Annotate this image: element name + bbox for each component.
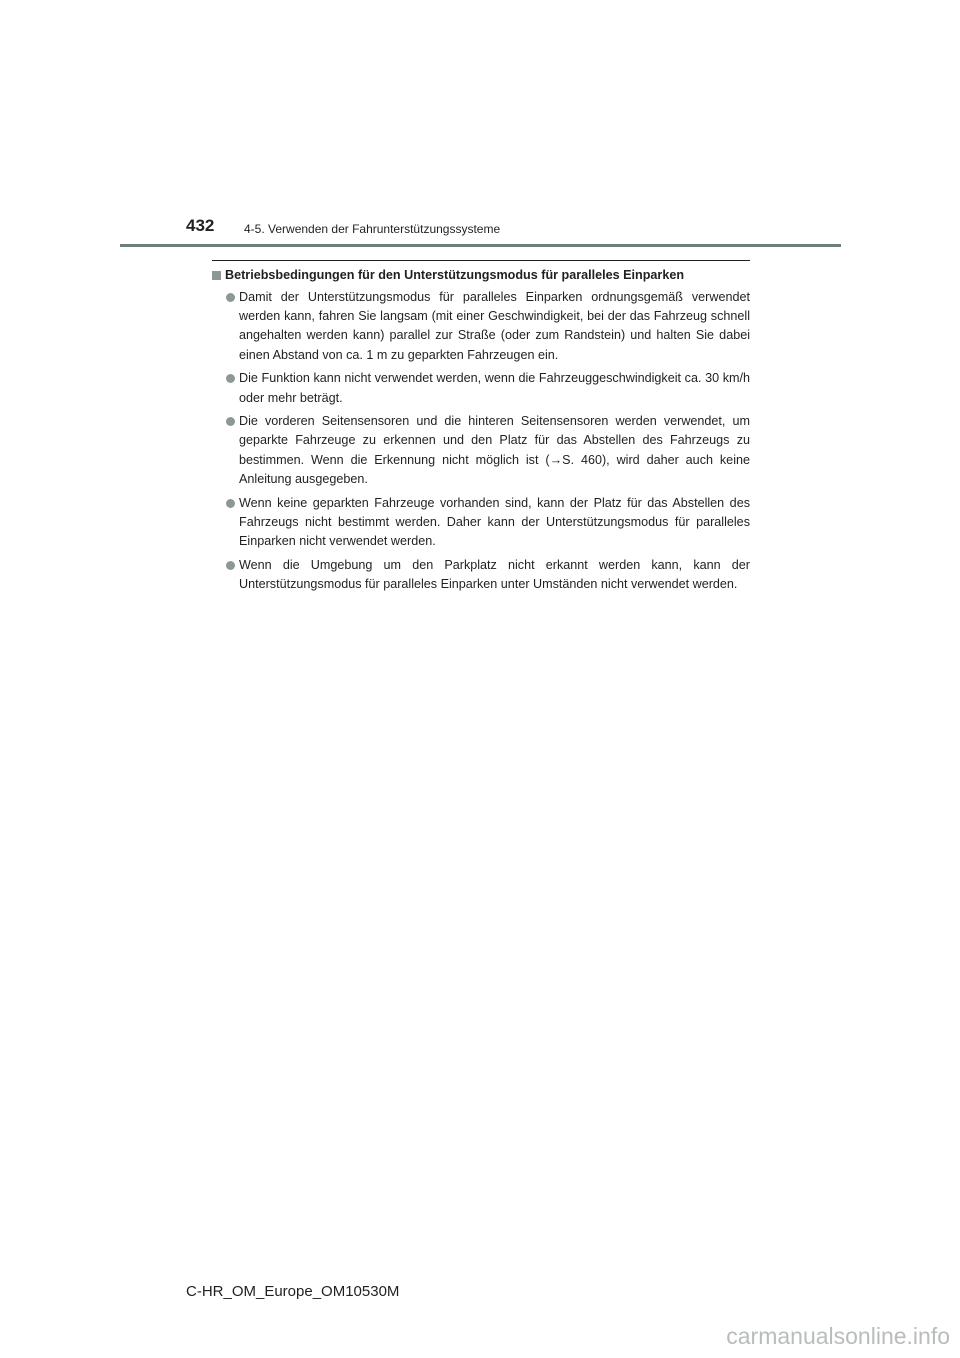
- header-rule: [120, 244, 841, 247]
- circle-bullet-icon: [226, 293, 235, 302]
- section-heading: [212, 266, 750, 285]
- section-heading-text: Betriebsbedingungen für den Unterstützungsmodus für paralleles Einparken: [225, 268, 685, 282]
- circle-bullet-icon: [226, 561, 235, 570]
- list-item: [212, 288, 750, 365]
- list-item: [212, 369, 750, 407]
- circle-bullet-icon: [226, 499, 235, 508]
- square-bullet-icon: [212, 271, 221, 280]
- list-item-text: Die vorderen Seitensensoren und die hinteren Seitensensoren werden verwendet, um geparkte Fahrzeuge zu erkennen und den Platz für das Abstellen des Fahrzeugs zu bestimmen. Wenn die Erkennung nicht möglich ist (→S. 460), wird daher auch keine Anleitung ausgegeben.: [239, 414, 750, 486]
- list-item-text: Wenn die Umgebung um den Parkplatz nicht erkannt werden kann, kann der Unterstützungsmodus für paralleles Einparken unter Umständen nicht verwendet werden.: [239, 557, 750, 591]
- list-item-text: Damit der Unterstützungsmodus für paralleles Einparken ordnungsgemäß verwendet werden kann, fahren Sie langsam (mit einer Geschwindigkeit, bei der das Fahrzeug schnell angehalten werden kann) parallel zur Straße (oder zum Randstein) und halten Sie dabei einen Abstand von ca. 1 m zu geparkten Fahrzeugen ein.: [239, 290, 750, 362]
- section-rule: [212, 260, 750, 261]
- list-item: [212, 494, 750, 552]
- circle-bullet-icon: [226, 374, 235, 383]
- circle-bullet-icon: [226, 417, 235, 426]
- document-id: C-HR_OM_Europe_OM10530M: [186, 1283, 400, 1300]
- section-content: [212, 266, 750, 599]
- list-item-text: Die Funktion kann nicht verwendet werden, wenn die Fahrzeuggeschwindigkeit ca. 30 km/h oder mehr beträgt.: [239, 371, 750, 405]
- watermark-link[interactable]: carmanualsonline.info: [726, 1323, 950, 1349]
- list-item: [212, 412, 750, 489]
- list-item: [212, 556, 750, 594]
- chapter-title: 4-5. Verwenden der Fahrunterstützungssysteme: [244, 222, 501, 236]
- page-number: 432: [186, 216, 215, 235]
- list-item-text: Wenn keine geparkten Fahrzeuge vorhanden sind, kann der Platz für das Abstellen des Fahrzeugs nicht bestimmt werden. Daher kann der Unterstützungsmodus für paralleles Einparken nicht verwendet werden.: [239, 495, 750, 548]
